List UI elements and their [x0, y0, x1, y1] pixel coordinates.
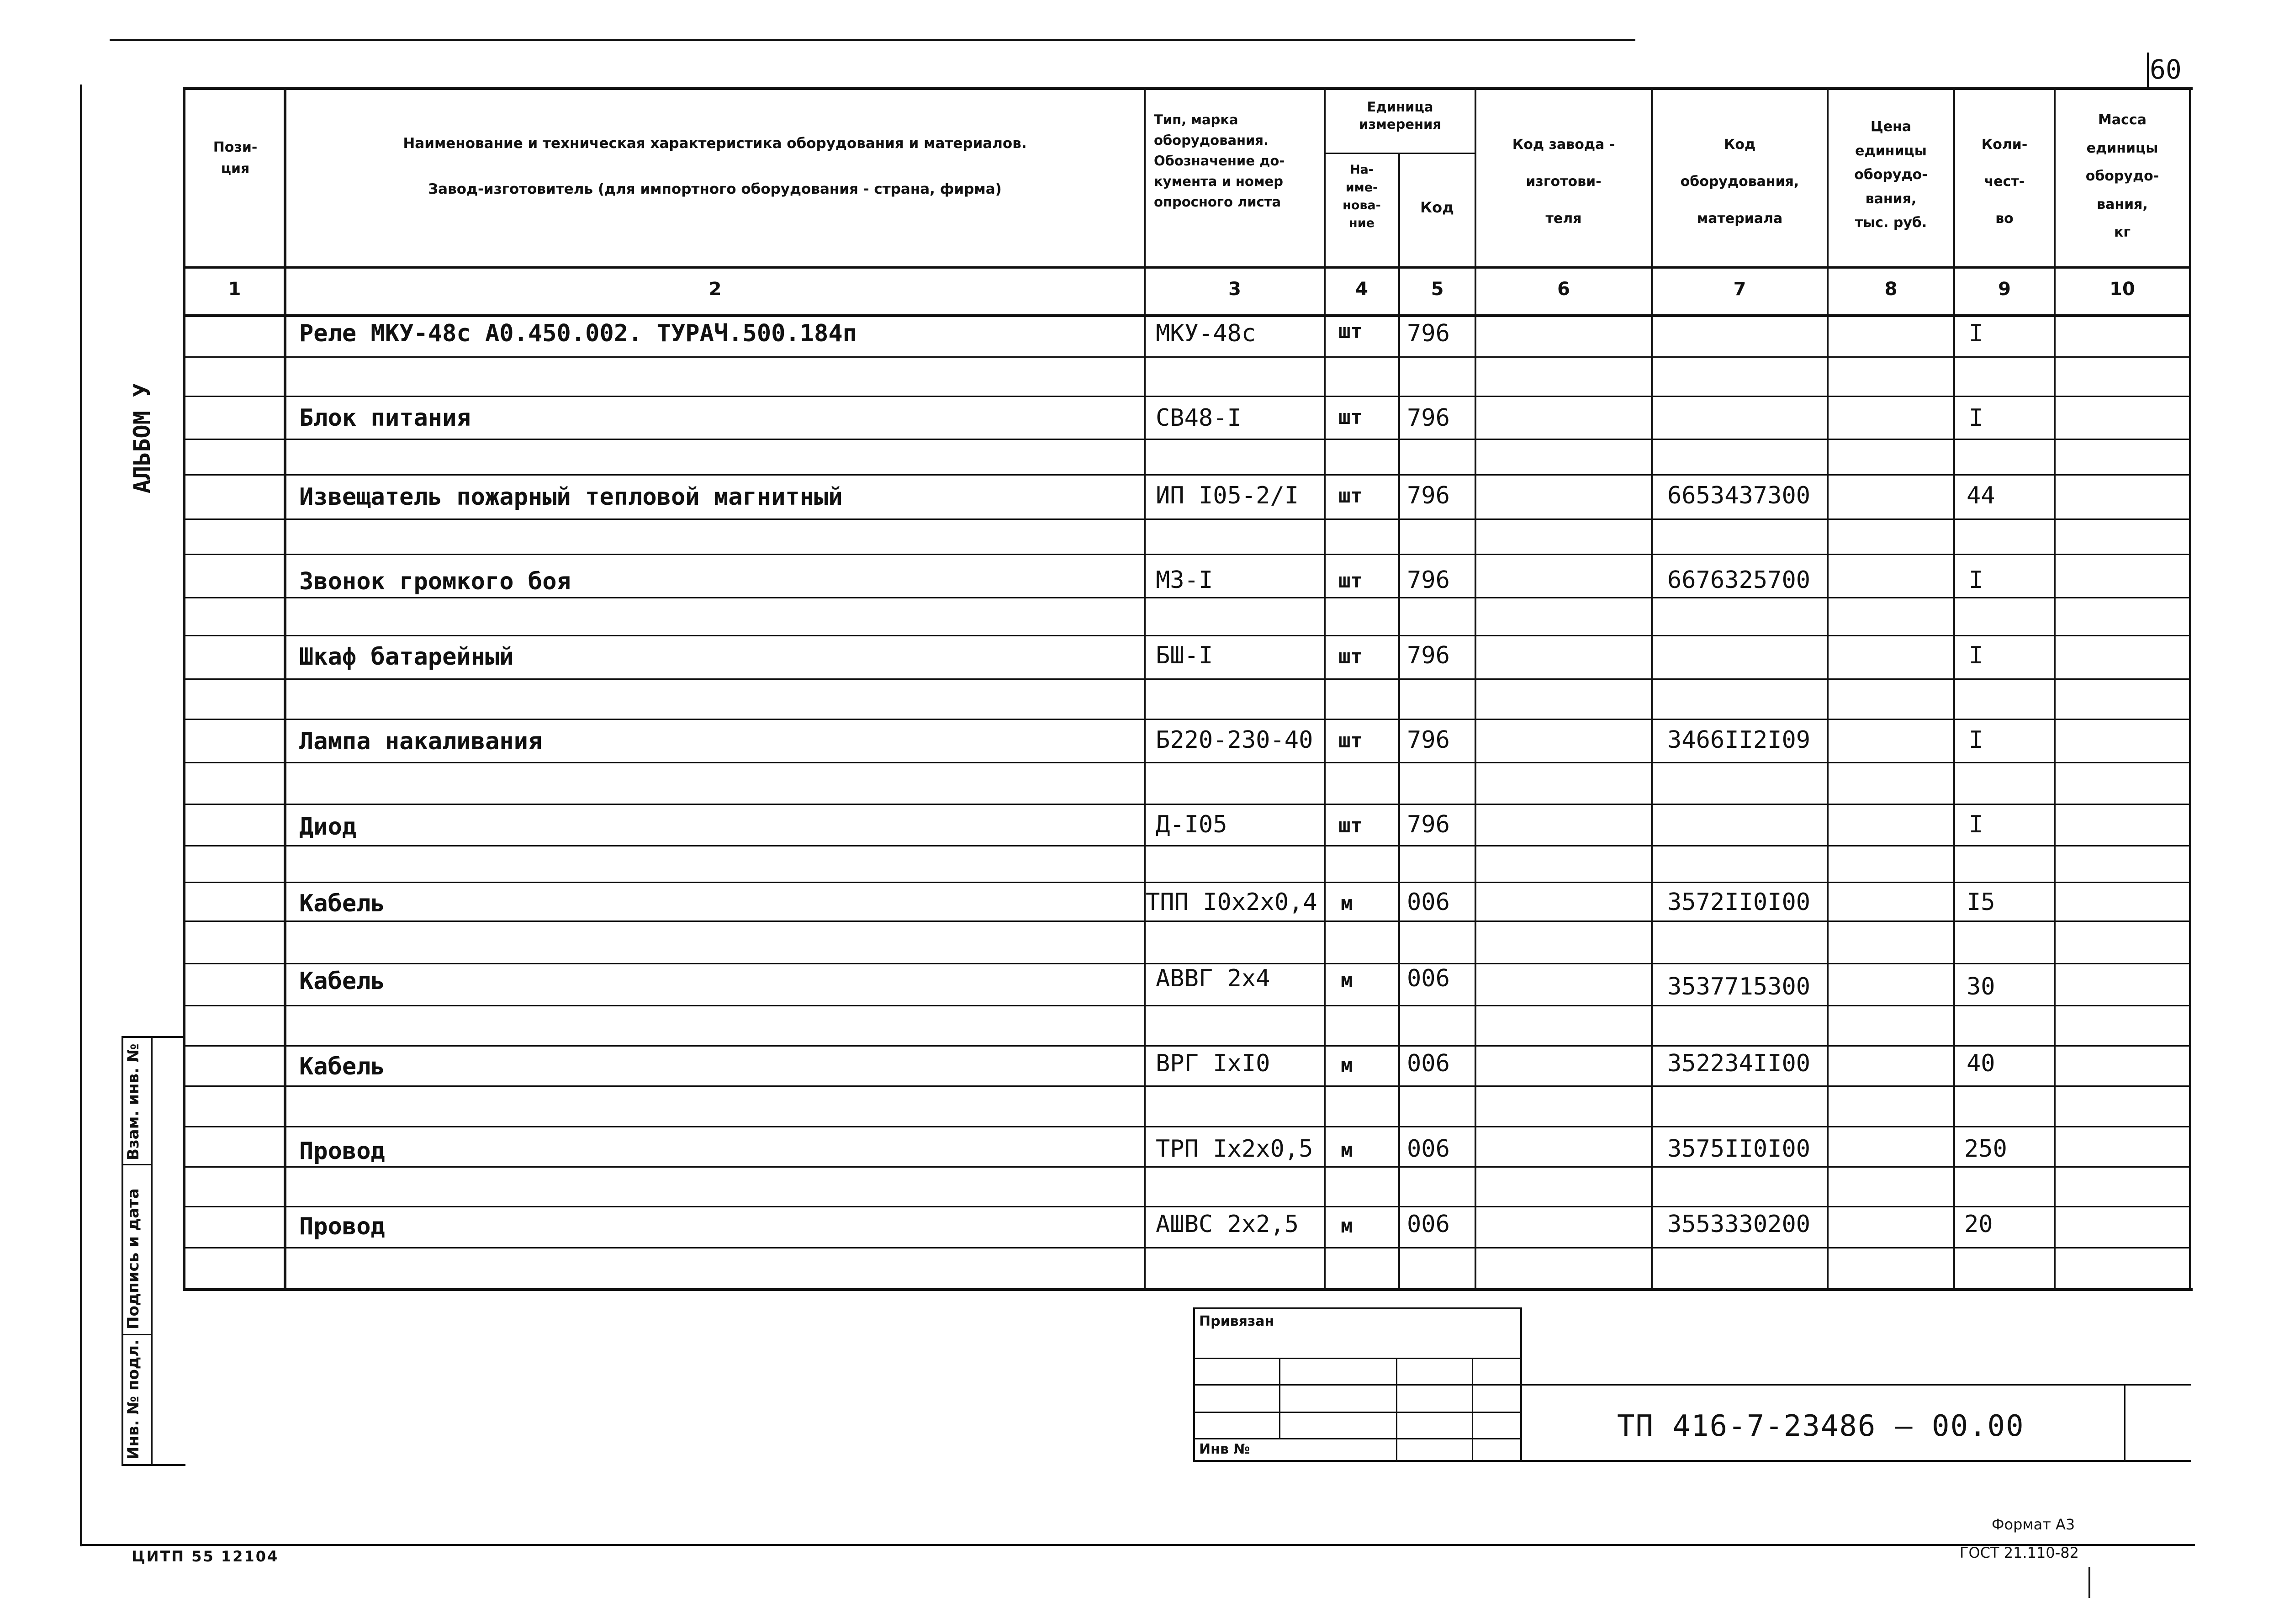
row-7-unit: шт: [1338, 814, 1363, 837]
stamp-privyazan: Привязан: [1199, 1313, 1274, 1329]
row-3-qty: 44: [1967, 482, 1995, 509]
row-4-mat-code: 6676325700: [1667, 566, 1811, 594]
row-3-name: Извещатель пожарный тепловой магнитный: [299, 483, 843, 511]
left-strip-inner: [151, 1036, 153, 1465]
row-line: [183, 635, 2191, 636]
row-7-type: Д-I05: [1156, 811, 1227, 838]
left-strip-outer: [122, 1036, 123, 1465]
row-3-unit: шт: [1338, 484, 1363, 508]
footer-format: Формат А3: [1992, 1516, 2075, 1533]
row-1-unit: шт: [1338, 320, 1363, 343]
row-line: [183, 1206, 2191, 1207]
header-position: Пози- ция: [213, 139, 258, 177]
row-line: [183, 1005, 2191, 1006]
row-1-name: Реле МКУ-48с А0.450.002. ТУРАЧ.500.184п: [299, 320, 857, 347]
col-divider-4: [1398, 153, 1400, 1288]
header-unit-name: На- име- нова- ние: [1343, 163, 1381, 231]
row-10-name: Кабель: [299, 1053, 385, 1080]
outer-frame-bottom: [80, 1544, 2195, 1546]
row-4-unit: шт: [1338, 569, 1363, 592]
col-number-5: 5: [1431, 279, 1444, 300]
col-number-7: 7: [1733, 279, 1746, 300]
table-bottom-border: [183, 1288, 2193, 1291]
left-strip-sep: [122, 1334, 153, 1335]
row-6-mat-code: 3466II2I09: [1667, 726, 1811, 754]
row-6-name: Лампа накаливания: [299, 728, 543, 755]
footer-ctp: ЦИТП 55 12104: [132, 1548, 279, 1565]
stamp-inv-no: Инв №: [1199, 1441, 1250, 1457]
header-material-code: Код оборудования, материала: [1680, 137, 1799, 227]
number-row-bottom-line: [183, 314, 2191, 317]
col-number-3: 3: [1228, 279, 1241, 300]
col-number-9: 9: [1998, 279, 2011, 300]
row-line: [183, 554, 2191, 555]
col-divider-6: [1651, 87, 1653, 1288]
row-7-name: Диод: [299, 813, 357, 841]
col-divider-8: [1953, 87, 1955, 1288]
title-block-top-line: [1522, 1384, 2191, 1386]
row-5-code: 796: [1407, 642, 1450, 669]
row-10-code: 006: [1407, 1050, 1450, 1077]
row-line: [183, 518, 2191, 520]
left-strip-podpis: Подпись и дата: [124, 1188, 143, 1329]
row-line: [183, 597, 2191, 598]
footer-gost: ГОСТ 21.110-82: [1960, 1544, 2079, 1561]
row-2-unit: шт: [1338, 406, 1363, 429]
table-top-border: [183, 87, 2193, 90]
col-number-6: 6: [1557, 279, 1570, 300]
row-8-code: 006: [1407, 889, 1450, 916]
row-9-mat-code: 3537715300: [1667, 973, 1811, 1000]
album-label: АЛЬБОМ У: [129, 383, 155, 493]
stamp-divider: [1396, 1358, 1397, 1460]
footer-tick: [2088, 1567, 2090, 1598]
row-line: [183, 1126, 2191, 1127]
row-8-mat-code: 3572II0I00: [1667, 889, 1811, 916]
left-strip-sep: [122, 1164, 153, 1165]
left-strip-vzam: Взам. инв. №: [124, 1043, 143, 1160]
row-11-qty: 250: [1964, 1135, 2007, 1163]
col-divider-9: [2054, 87, 2056, 1288]
row-line: [183, 356, 2191, 358]
row-3-code: 796: [1407, 482, 1450, 509]
row-9-name: Кабель: [299, 968, 385, 995]
row-9-qty: 30: [1967, 973, 1995, 1000]
row-10-type: ВРГ IхI0: [1156, 1050, 1270, 1077]
row-1-code: 796: [1407, 320, 1450, 347]
row-11-code: 006: [1407, 1135, 1450, 1163]
row-5-unit: шт: [1338, 645, 1363, 668]
row-line: [183, 474, 2191, 476]
row-line: [183, 439, 2191, 440]
row-line: [183, 920, 2191, 922]
row-1-type: МКУ-48с: [1156, 320, 1256, 347]
row-11-mat-code: 3575II0I00: [1667, 1135, 1811, 1163]
row-11-name: Провод: [299, 1137, 385, 1165]
row-9-type: АВВГ 2х4: [1156, 965, 1270, 992]
row-4-type: МЗ-I: [1156, 566, 1213, 594]
row-line: [183, 845, 2191, 846]
row-5-type: БШ-I: [1156, 642, 1213, 669]
row-line: [183, 1166, 2191, 1168]
header-factory-code: Код завода - изготови- теля: [1512, 137, 1615, 227]
left-strip-inv-podl: Инв. № подл.: [124, 1339, 143, 1460]
row-line: [183, 1247, 2191, 1248]
row-11-unit: м: [1341, 1138, 1353, 1162]
row-line: [183, 1085, 2191, 1087]
outer-frame-left: [80, 85, 82, 1546]
col-number-8: 8: [1884, 279, 1898, 300]
row-7-qty: I: [1969, 811, 1983, 838]
page-number-box-line: [2147, 53, 2149, 89]
header-quantity: Коли- чест- во: [1981, 137, 2028, 227]
row-line: [183, 963, 2191, 964]
row-12-name: Провод: [299, 1213, 385, 1240]
col-divider-5: [1475, 87, 1476, 1288]
page-number: 60: [2150, 54, 2182, 85]
title-block-divider: [2124, 1384, 2125, 1460]
row-7-code: 796: [1407, 811, 1450, 838]
row-6-unit: шт: [1338, 729, 1363, 752]
col-number-10: 10: [2110, 279, 2135, 300]
stamp-divider: [1279, 1358, 1280, 1438]
row-line: [183, 882, 2191, 883]
row-6-type: Б220-230-40: [1156, 726, 1313, 754]
row-12-unit: м: [1341, 1214, 1353, 1238]
header-unit-group: Единица измерения: [1359, 99, 1441, 132]
col-divider-1: [284, 87, 286, 1288]
row-line: [183, 678, 2191, 680]
stamp-divider: [1472, 1358, 1473, 1460]
row-2-type: СВ48-I: [1156, 404, 1242, 432]
col-divider-3: [1324, 87, 1326, 1288]
header-price: Цена единицы оборудо- вания, тыс. руб.: [1854, 119, 1928, 231]
row-4-qty: I: [1969, 566, 1983, 594]
row-11-type: ТРП Iх2х0,5: [1156, 1135, 1313, 1163]
col-number-4: 4: [1355, 279, 1368, 300]
header-bottom-line: [183, 266, 2191, 269]
header-unit-code: Код: [1420, 199, 1454, 216]
row-9-code: 006: [1407, 965, 1450, 992]
row-10-mat-code: 352234II00: [1667, 1050, 1811, 1077]
col-divider-7: [1827, 87, 1829, 1288]
row-2-qty: I: [1969, 404, 1983, 432]
row-1-qty: I: [1969, 320, 1983, 347]
row-12-qty: 20: [1964, 1211, 1993, 1238]
header-mass: Масса единицы оборудо- вания, кг: [2085, 112, 2159, 240]
col-divider-2: [1144, 87, 1146, 1288]
row-3-type: ИП I05-2/I: [1156, 482, 1299, 509]
document-code: ТП 416-7-23486 — 00.00: [1617, 1409, 2025, 1443]
row-12-code: 006: [1407, 1211, 1450, 1238]
row-3-mat-code: 6653437300: [1667, 482, 1811, 509]
left-strip-bottom: [122, 1464, 185, 1466]
row-12-type: АШВС 2х2,5: [1156, 1211, 1299, 1238]
row-4-name: Звонок громкого боя: [299, 568, 571, 595]
left-strip-top: [122, 1036, 185, 1038]
row-5-qty: I: [1969, 642, 1983, 669]
row-8-name: Кабель: [299, 890, 385, 917]
row-12-mat-code: 3553330200: [1667, 1211, 1811, 1238]
header-name-line1: Наименование и техническая характеристика оборудования и материалов.: [403, 135, 1027, 152]
stamp-line-bottom: [1193, 1460, 2191, 1462]
row-8-unit: м: [1341, 892, 1353, 915]
row-4-code: 796: [1407, 566, 1450, 594]
row-2-code: 796: [1407, 404, 1450, 432]
col-number-2: 2: [708, 279, 722, 300]
top-margin-line: [110, 39, 1635, 41]
header-type: Тип, марка оборудования. Обозначение до- кумента и номер опросного листа: [1154, 112, 1285, 210]
row-6-qty: I: [1969, 726, 1983, 754]
row-line: [183, 1045, 2191, 1047]
row-6-code: 796: [1407, 726, 1450, 754]
row-8-type: ТПП I0х2х0,4: [1146, 889, 1317, 916]
row-line: [183, 719, 2191, 720]
col-number-1: 1: [228, 279, 241, 300]
row-5-name: Шкаф батарейный: [299, 643, 514, 671]
row-line: [183, 762, 2191, 763]
row-9-unit: м: [1341, 968, 1353, 992]
row-2-name: Блок питания: [299, 404, 471, 432]
row-10-unit: м: [1341, 1053, 1353, 1077]
row-8-qty: I5: [1967, 889, 1995, 916]
row-10-qty: 40: [1967, 1050, 1995, 1077]
row-line: [183, 396, 2191, 397]
header-name-line2: Завод-изготовитель (для импортного оборудования - страна, фирма): [428, 181, 1002, 197]
stamp-box-top: [1193, 1307, 1522, 1309]
row-line: [183, 804, 2191, 805]
